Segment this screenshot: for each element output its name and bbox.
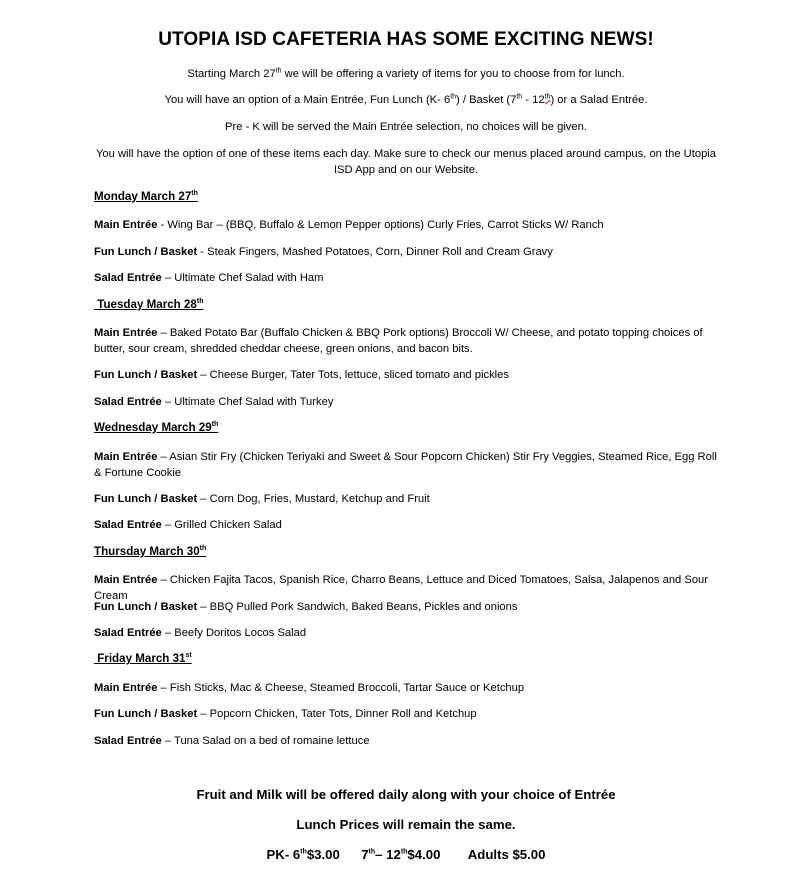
friday-salad: Salad Entrée – Tuna Salad on a bed of romaine lettuce	[94, 735, 370, 747]
intro-options: You will have an option of a Main Entrée, Fun Lunch (K- 6th) / Basket (7th - 12th) or a Salad Entrée.	[164, 93, 648, 106]
tuesday-salad: Salad Entrée – Ultimate Chef Salad with Turkey	[94, 396, 334, 408]
friday-main: Main Entrée – Fish Sticks, Mac & Cheese, Steamed Broccoli, Tartar Sauce or Ketchup	[94, 682, 525, 694]
wednesday-fun-lunch: Fun Lunch / Basket – Corn Dog, Fries, Mustard, Ketchup and Fruit	[94, 493, 430, 505]
friday-fun-lunch: Fun Lunch / Basket – Popcorn Chicken, Tater Tots, Dinner Roll and Ketchup	[94, 708, 477, 720]
intro-prek: Pre - K will be served the Main Entrée selection, no choices will be given.	[225, 121, 587, 133]
wednesday-main: Main Entrée – Asian Stir Fry (Chicken Teriyaki and Sweet & Sour Popcorn Chicken) Stir Fry Veggies, Steamed Rice, Egg Roll & Fortune Cookie	[94, 451, 717, 479]
monday-fun-lunch: Fun Lunch / Basket - Steak Fingers, Mashed Potatoes, Corn, Dinner Roll and Cream Gravy	[94, 246, 553, 258]
intro-menus-note: You will have the option of one of these items each day. Make sure to check our menus placed around campus, on the Utopia ISD App and on our Website.	[95, 148, 717, 176]
tuesday-fun-lunch: Fun Lunch / Basket – Cheese Burger, Tater Tots, lettuce, sliced tomato and pickles	[94, 369, 509, 381]
wednesday-salad: Salad Entrée – Grilled Chicken Salad	[94, 519, 282, 531]
tuesday-main: Main Entrée – Baked Potato Bar (Buffalo Chicken & BBQ Pork options) Broccoli W/ Cheese, and potato topping choices of butter, sour cream, shredded cheddar cheese, green onions, and bacon bits.	[94, 327, 703, 355]
day-heading-friday: Friday March 31st	[94, 652, 192, 665]
price-adults: Adults $5.00	[467, 847, 546, 862]
monday-salad: Salad Entrée – Ultimate Chef Salad with Ham	[94, 272, 324, 284]
thursday-salad: Salad Entrée – Beefy Doritos Locos Salad	[94, 627, 307, 639]
thursday-fun-lunch: Fun Lunch / Basket – BBQ Pulled Pork Sandwich, Baked Beans, Pickles and onions	[94, 601, 518, 613]
footer-prices	[0, 847, 802, 862]
day-heading-wednesday: Wednesday March 29th	[94, 421, 219, 434]
monday-main: Main Entrée - Wing Bar – (BBQ, Buffalo & Lemon Pepper options) Curly Fries, Carrot Sticks W/ Ranch	[94, 219, 604, 231]
intro-start-date: Starting March 27th we will be offering a variety of items for you to choose from for lunch.	[187, 67, 625, 80]
day-heading-tuesday: Tuesday March 28th	[94, 298, 204, 311]
day-heading-monday: Monday March 27th	[94, 190, 198, 203]
page-title: UTOPIA ISD CAFETERIA HAS SOME EXCITING NEWS!	[158, 29, 654, 50]
footer-fruit-milk: Fruit and Milk will be offered daily along with your choice of Entrée	[196, 787, 616, 802]
price-7-12: 7th– 12th$4.00	[361, 847, 441, 862]
footer-prices-note: Lunch Prices will remain the same.	[296, 817, 516, 832]
thursday-main: Main Entrée – Chicken Fajita Tacos, Spanish Rice, Charro Beans, Lettuce and Diced Tomatoes, Salsa, Jalapenos and Sour Cream	[94, 574, 709, 602]
day-heading-thursday: Thursday March 30th	[94, 545, 207, 558]
price-pk6: PK- 6th$3.00	[266, 847, 340, 862]
